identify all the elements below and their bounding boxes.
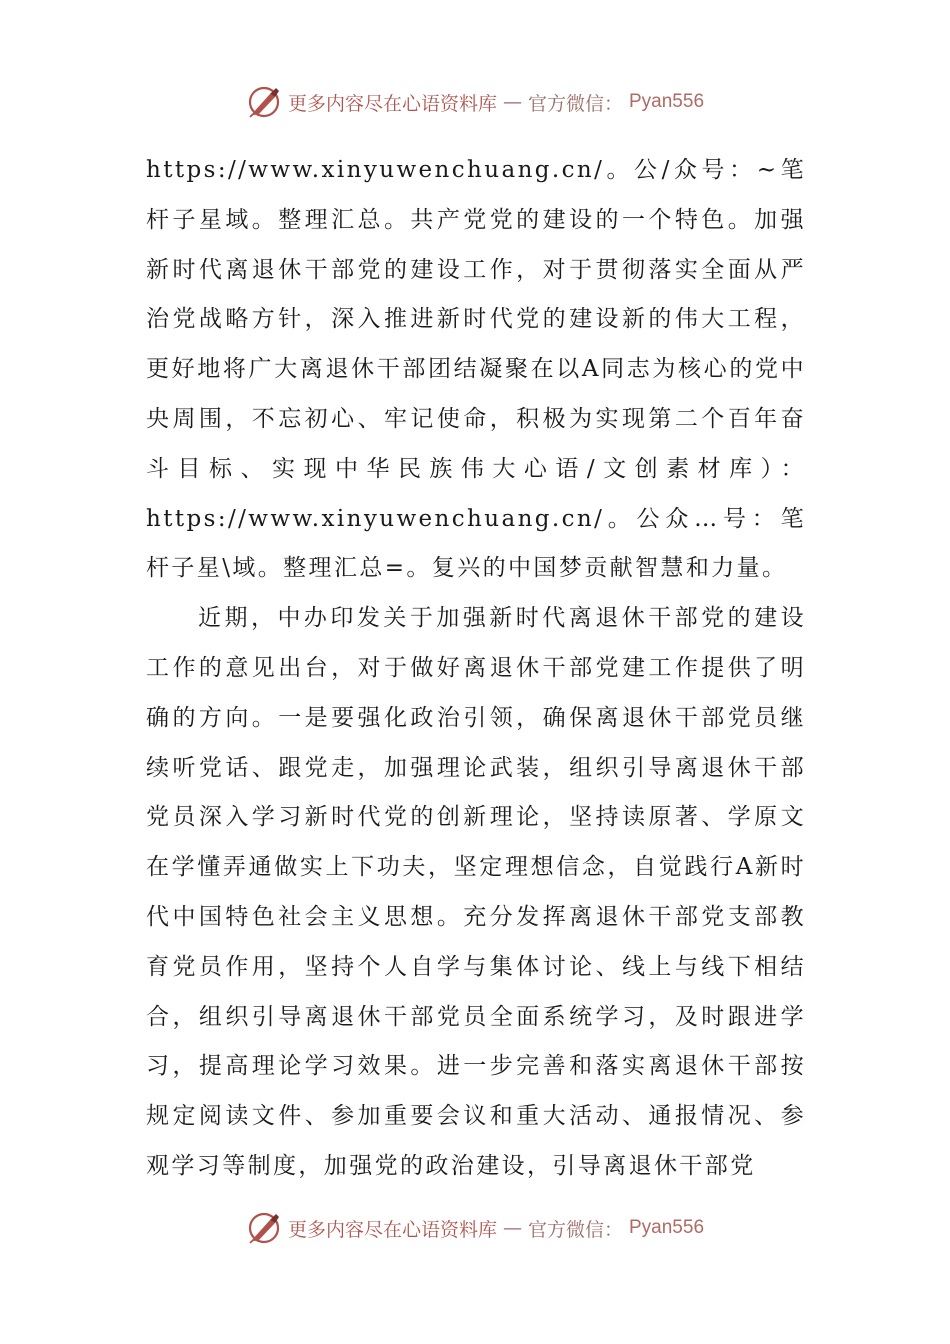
banner-wechat-label: 官方微信： [527,92,623,115]
paragraph-2: 近期，中办印发关于加强新时代离退休干部党的建设工作的意见出台，对于做好离退休干部党建工作提供了明确的方向。一是要强化政治引领，确保离退休干部党员继续听党话、跟党走，加强理论武装，组织引导离退休干部党员深入学习新时代党的创新理论，坚持读原著、学原文在学懂弄通做实上下功夫，坚定理想信念，自觉践行A新时代中国特色社会主义思想。充分发挥离退休干部党支部教育党员作用，坚持个人自学与集体讨论、线上与线下相结合，组织引导离退休干部党员全面系统学习，及时跟进学习，提高理论学习效果。进一步完善和落实离退休干部按规定阅读文件、参加重要会议和重大活动、通报情况、参观学习等制度，加强党的政治建设，引导离退休干部党 [146,605,806,1179]
banner-dash: — [502,91,522,113]
document-body [146,146,806,1192]
banner-title: 更多内容尽在心语资料库 [287,1218,497,1241]
banner-wechat-id: Pyan556 [629,91,705,112]
header-banner [0,82,950,122]
pen-logo-icon [246,1210,282,1246]
banner-wechat-id: Pyan556 [629,1217,705,1238]
pen-logo-icon [246,84,282,120]
paragraph-1: https://www.xinyuwenchuang.cn/。公/众号：~笔杆子星域。整理汇总。共产党党的建设的一个特色。加强新时代离退休干部党的建设工作，对于贯彻落实全面从严治党战略方针，深入推进新时代党的建设新的伟大工程，更好地将广大离退休干部团结凝聚在以A同志为核心的党中央周围，不忘初心、牢记使命，积极为实现第二个百年奋斗目标、实现中华民族伟大心语/文创素材库）：https://www.xinyuwenchuang.cn/。公众…号：笔杆子星\域。整理汇总=。复兴的中国梦贡献智慧和力量。 [146,157,806,582]
banner-dash: — [502,1217,522,1239]
banner-wechat-label: 官方微信： [527,1218,623,1241]
banner-title: 更多内容尽在心语资料库 [287,92,497,115]
footer-banner [0,1208,950,1248]
